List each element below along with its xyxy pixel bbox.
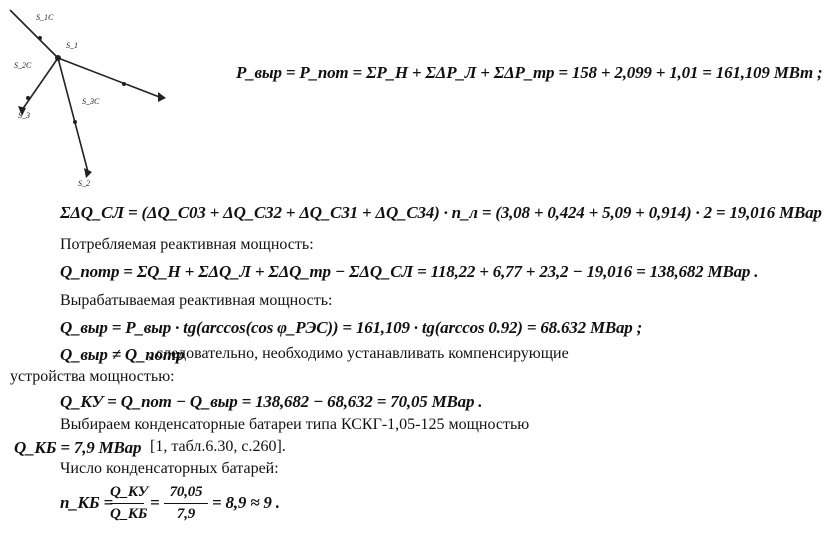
label-s3c: S_3C bbox=[82, 97, 100, 106]
label-s3: S_3 bbox=[18, 111, 30, 120]
fraction-numeric-numerator: 70,05 bbox=[169, 484, 203, 500]
arrow-right bbox=[158, 92, 166, 102]
text-compensation-line1: , следовательно, необходимо устанавливать компенсирующие bbox=[148, 345, 569, 362]
formula-capacitor-count-rhs: = 8,9 ≈ 9 . bbox=[212, 493, 280, 512]
text-capacitor-reference: [1, табл.6.30, с.260]. bbox=[150, 438, 286, 455]
fraction-bar bbox=[164, 503, 208, 504]
label-s1: S_1 bbox=[66, 41, 78, 50]
label-reactive-generated: Вырабатываемая реактивная мощность: bbox=[60, 292, 333, 309]
diagram-labels bbox=[14, 13, 100, 188]
formula-capacitor-power: Q_КБ = 7,9 МВар bbox=[14, 438, 142, 457]
formula-reactive-consumed: Q_потр = ΣQ_Н + ΣΔQ_Л + ΣΔQ_тр − ΣΔQ_СЛ = 118,22 + 6,77 + 23,2 − 19,016 = 138,682 МВар . bbox=[60, 262, 759, 281]
text-capacitor-choice: Выбираем конденсаторные батареи типа КСКГ-1,05-125 мощностью bbox=[60, 416, 530, 433]
fraction-bar bbox=[110, 503, 144, 504]
formula-active-power: P_выр = P_пот = ΣP_Н + ΣΔP_Л + ΣΔP_тр = 158 + 2,099 + 1,01 = 161,109 МВт ; bbox=[236, 63, 822, 82]
network-diagram bbox=[0, 0, 200, 200]
node-left bbox=[26, 96, 30, 100]
node-center bbox=[55, 55, 61, 61]
fraction-symbolic-numerator: Q_КУ bbox=[110, 484, 148, 500]
line-bottom bbox=[58, 58, 88, 172]
line-right bbox=[58, 58, 162, 98]
node-right bbox=[122, 82, 126, 86]
formula-compensation-power: Q_КУ = Q_пот − Q_выр = 138,682 − 68,632 = 70,05 МВар . bbox=[60, 392, 483, 411]
network-nodes bbox=[18, 36, 166, 178]
label-s2: S_2 bbox=[78, 179, 90, 188]
formula-inequality: Q_выр ≠ Q_потр bbox=[60, 345, 185, 364]
fraction-numeric bbox=[164, 484, 208, 523]
formula-capacitor-count-eq: = bbox=[150, 493, 160, 512]
fraction-symbolic bbox=[110, 484, 148, 523]
node-top bbox=[38, 36, 42, 40]
formula-line-charging: ΣΔQ_СЛ = (ΔQ_С03 + ΔQ_С32 + ΔQ_С31 + ΔQ_С34) · n_л = (3,08 + 0,424 + 5,09 + 0,914) · 2 = 19,016 МВар bbox=[60, 203, 822, 222]
text-compensation-line2: устройства мощностью: bbox=[10, 368, 175, 385]
network-lines bbox=[10, 10, 162, 172]
formula-capacitor-count-lhs: n_КБ = bbox=[60, 493, 114, 512]
fraction-symbolic-denominator: Q_КБ bbox=[110, 506, 148, 522]
label-reactive-consumed: Потребляемая реактивная мощность: bbox=[60, 236, 314, 253]
label-capacitor-count: Число конденсаторных батарей: bbox=[60, 460, 279, 477]
label-s1c: S_1C bbox=[36, 13, 54, 22]
formula-reactive-generated: Q_выр = P_выр · tg(arccos(cos φ_РЭС)) = 161,109 · tg(arccos 0.92) = 68.632 МВар ; bbox=[60, 318, 643, 337]
node-bottom bbox=[73, 120, 77, 124]
label-s2c: S_2C bbox=[14, 61, 32, 70]
fraction-numeric-denominator: 7,9 bbox=[176, 506, 196, 522]
